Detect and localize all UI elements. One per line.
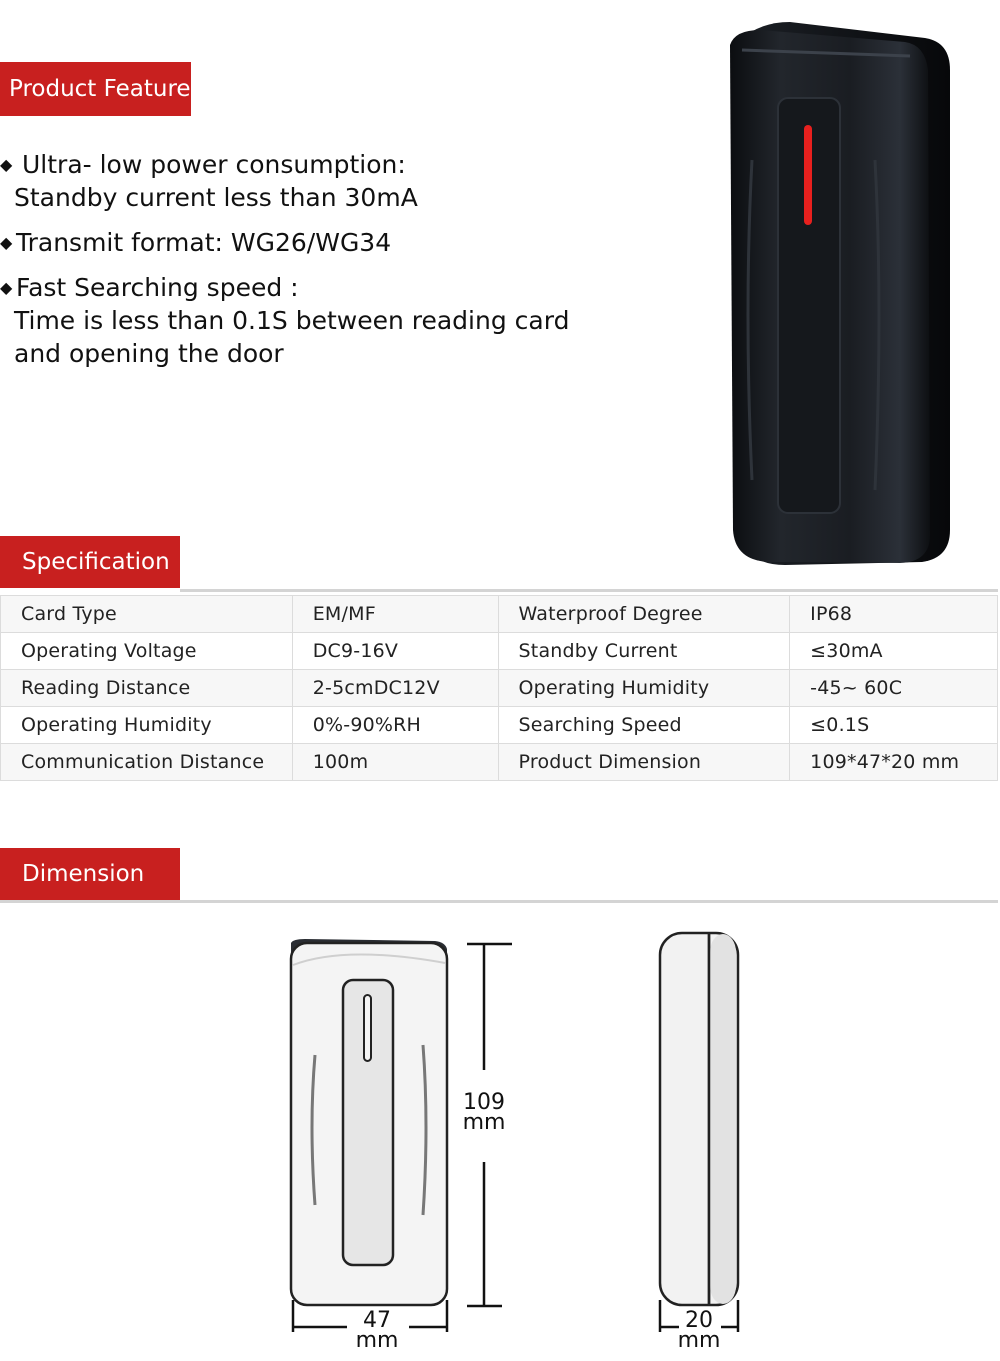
- spec-value: IP68: [790, 596, 998, 633]
- width-value: 47: [363, 1308, 391, 1333]
- feature-list: [0, 148, 640, 382]
- table-row: [1, 670, 998, 707]
- feature-detail: and opening the door: [14, 339, 284, 368]
- depth-unit: mm: [677, 1328, 721, 1353]
- feature-item: [0, 148, 640, 214]
- spec-value: ≤0.1S: [790, 707, 998, 744]
- spec-value: ≤30mA: [790, 633, 998, 670]
- specification-table: [0, 595, 998, 781]
- depth-dimension-label: [672, 1308, 726, 1353]
- section-divider: [180, 589, 998, 592]
- table-row: [1, 707, 998, 744]
- specification-tag: [0, 536, 180, 588]
- feature-detail: Standby current less than 30mA: [14, 183, 418, 212]
- dimension-title: Dimension: [22, 861, 145, 887]
- height-dimension-label: [456, 1090, 512, 1135]
- feature-title: Transmit format: WG26/WG34: [16, 228, 392, 257]
- spec-value: 2-5cmDC12V: [292, 670, 498, 707]
- spec-value: DC9-16V: [292, 633, 498, 670]
- spec-label: Operating Humidity: [498, 670, 790, 707]
- table-row: [1, 744, 998, 781]
- side-view-drawing: [655, 928, 745, 1310]
- spec-label: Product Dimension: [498, 744, 790, 781]
- width-dimension-label: [348, 1308, 406, 1353]
- width-unit: mm: [355, 1328, 399, 1353]
- product-feature-title: Product Feature: [9, 76, 191, 102]
- specification-title: Specification: [22, 549, 170, 575]
- feature-title: Fast Searching speed :: [16, 273, 299, 302]
- spec-label: Reading Distance: [1, 670, 293, 707]
- table-row: [1, 596, 998, 633]
- spec-label: Waterproof Degree: [498, 596, 790, 633]
- spec-value: 100m: [292, 744, 498, 781]
- diamond-bullet-icon: ◆: [0, 155, 13, 174]
- dimension-tag: [0, 848, 180, 900]
- product-feature-tag: [0, 62, 191, 116]
- spec-label: Communication Distance: [1, 744, 293, 781]
- front-view-drawing: [285, 935, 455, 1310]
- section-divider: [0, 900, 998, 903]
- spec-value: EM/MF: [292, 596, 498, 633]
- led-indicator-icon: [804, 125, 812, 225]
- spec-value: 0%-90%RH: [292, 707, 498, 744]
- spec-label: Searching Speed: [498, 707, 790, 744]
- feature-item: [0, 226, 640, 259]
- depth-value: 20: [685, 1308, 713, 1333]
- height-value: 109: [463, 1090, 505, 1115]
- spec-label: Operating Voltage: [1, 633, 293, 670]
- spec-label: Operating Humidity: [1, 707, 293, 744]
- spec-label: Card Type: [1, 596, 293, 633]
- spec-value: -45~ 60C: [790, 670, 998, 707]
- diamond-bullet-icon: ◆: [0, 278, 13, 297]
- diamond-bullet-icon: ◆: [0, 233, 13, 252]
- feature-title: Ultra- low power consumption:: [22, 150, 406, 179]
- card-reader-photo: [700, 10, 990, 580]
- feature-detail: Time is less than 0.1S between reading card: [14, 306, 570, 335]
- spec-label: Standby Current: [498, 633, 790, 670]
- table-row: [1, 633, 998, 670]
- spec-value: 109*47*20 mm: [790, 744, 998, 781]
- height-unit: mm: [462, 1110, 506, 1135]
- feature-item: [0, 271, 640, 370]
